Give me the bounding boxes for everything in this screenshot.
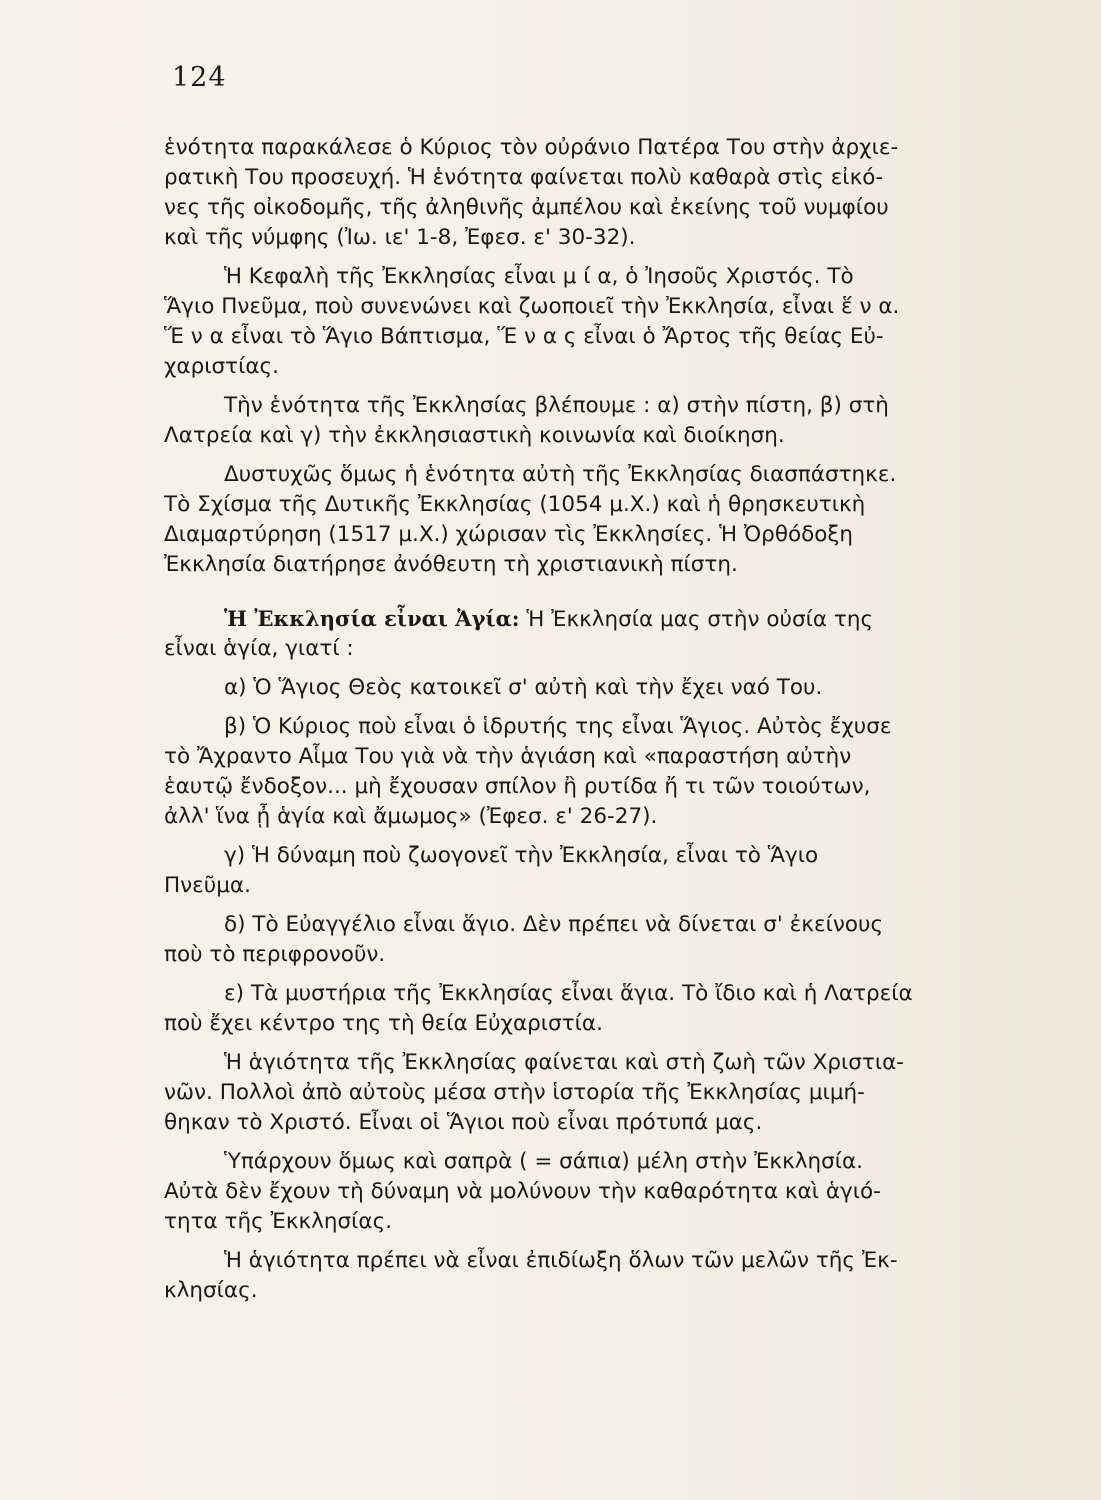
text-line: Ἡ ἁγιότητα πρέπει νὰ εἶναι ἐπιδίωξη ὅλων τῶν μελῶν τῆς Ἐκ- <box>224 1248 898 1273</box>
text-line: ρατικὴ Του προσευχή. Ἡ ἑνότητα φαίνεται πολὺ καθαρὰ στὶς εἰκό- <box>164 165 884 190</box>
paragraph <box>164 460 1044 580</box>
text-fragment: Ἡ Ἐκκλησία μας στὴν οὐσία της <box>526 607 874 632</box>
text-line: ποὺ τὸ περιφρονοῦν. <box>164 942 386 967</box>
paragraph <box>164 1246 1044 1306</box>
text-line: τὸ Ἄχραντο Αἷμα Του γιὰ νὰ τὴν ἁγιάση καὶ «παραστήση αὐτὴν <box>164 744 852 769</box>
text-line: Λατρεία καὶ γ) τὴν ἐκκλησιαστικὴ κοινωνία καὶ διοίκηση. <box>164 423 785 448</box>
text-line: γ) Ἡ δύναμη ποὺ ζωογονεῖ τὴν Ἐκκλησία, εἶναι τὸ Ἅγιο <box>224 843 819 868</box>
text-line: χαριστίας. <box>164 354 279 379</box>
text-line: θηκαν τὸ Χριστό. Εἶναι οἱ Ἅγιοι ποὺ εἶναι πρότυπά μας. <box>164 1110 763 1135</box>
text-line: Δυστυχῶς ὅμως ἡ ἑνότητα αὐτὴ τῆς Ἐκκλησίας διασπάστηκε. <box>224 462 897 487</box>
text-line: β) Ὁ Κύριος ποὺ εἶναι ὁ ἱδρυτής της εἶναι Ἅγιος. Αὐτὸς ἔχυσε <box>224 714 892 739</box>
text-line: καὶ τῆς νύμφης (Ἰω. ιε' 1-8, Ἐφεσ. ε' 30-32). <box>164 225 636 250</box>
page-body <box>164 133 1044 1306</box>
section-heading: Ἡ Ἐκκλησία εἶναι Ἁγία: <box>224 606 520 631</box>
text-line: Ἡ ἁγιότητα τῆς Ἐκκλησίας φαίνεται καὶ στὴ ζωὴ τῶν Χριστια- <box>224 1050 905 1075</box>
text-line: Αὐτὰ δὲν ἔχουν τὴ δύναμη νὰ μολύνουν τὴν καθαρότητα καὶ ἁγιό- <box>164 1179 881 1204</box>
text-line: νες τῆς οἰκοδομῆς, τῆς ἀληθινῆς ἀμπέλου καὶ ἐκείνης τοῦ νυμφίου <box>164 195 889 220</box>
holy-section-lead <box>164 604 1044 634</box>
text-line: ποὺ ἔχει κέντρο της τὴ θεία Εὐχαριστία. <box>164 1011 603 1036</box>
list-item <box>164 979 1044 1039</box>
text-line: τητα τῆς Ἐκκλησίας. <box>164 1209 393 1234</box>
list-item <box>164 673 1044 703</box>
text-line: Τὸ Σχίσμα τῆς Δυτικῆς Ἐκκλησίας (1054 μ.Χ.) καὶ ἡ θρησκευτικὴ <box>164 492 866 517</box>
list-item <box>164 712 1044 832</box>
text-line: Ἐκκλησία διατήρησε ἀνόθευτη τὴ χριστιανικὴ πίστη. <box>164 552 738 577</box>
paragraph <box>164 133 1044 253</box>
list-item <box>164 910 1044 970</box>
text-line: ἑνότητα παρακάλεσε ὁ Κύριος τὸν οὐράνιο Πατέρα Του στὴν ἀρχιε- <box>164 135 899 160</box>
text-line: Πνεῦμα. <box>164 873 251 898</box>
page-number: 124 <box>172 62 227 93</box>
text-line: α) Ὁ Ἅγιος Θεὸς κατοικεῖ σ' αὐτὴ καὶ τὴν ἔχει ναό Του. <box>224 675 823 700</box>
text-line: Ἕ ν α εἶναι τὸ Ἅγιο Βάπτισμα, Ἕ ν α ς εἶναι ὁ Ἄρτος τῆς θείας Εὐ- <box>164 324 884 349</box>
text-line: Ἅγιο Πνεῦμα, ποὺ συνενώνει καὶ ζωοποιεῖ τὴν Ἐκκλησία, εἶναι ἕ ν α. <box>164 294 900 319</box>
paragraph <box>164 1048 1044 1138</box>
text-line: ἀλλ' ἵνα ᾖ ἁγία καὶ ἄμωμος» (Ἐφεσ. ε' 26-27). <box>164 804 658 829</box>
paragraph <box>164 391 1044 451</box>
text-line: Διαμαρτύρηση (1517 μ.Χ.) χώρισαν τὶς Ἐκκλησίες. Ἡ Ὀρθόδοξη <box>164 522 854 547</box>
paragraph <box>164 1147 1044 1237</box>
text-line: ἑαυτῷ ἔνδοξον... μὴ ἔχουσαν σπίλον ἢ ρυτίδα ἤ τι τῶν τοιούτων, <box>164 774 871 799</box>
text-line: Ὑπάρχουν ὅμως καὶ σαπρὰ ( = σάπια) μέλη στὴν Ἐκκλησία. <box>224 1149 864 1174</box>
text-line: Τὴν ἑνότητα τῆς Ἐκκλησίας βλέπουμε : α) στὴν πίστη, β) στὴ <box>224 393 889 418</box>
text-line: Ἡ Κεφαλὴ τῆς Ἐκκλησίας εἶναι μ ί α, ὁ Ἰησοῦς Χριστός. Τὸ <box>224 264 854 289</box>
list-item <box>164 841 1044 901</box>
text-line: δ) Τὸ Εὐαγγέλιο εἶναι ἅγιο. Δὲν πρέπει νὰ δίνεται σ' ἐκείνους <box>224 912 884 937</box>
text-line: νῶν. Πολλοὶ ἀπὸ αὐτοὺς μέσα στὴν ἱστορία τῆς Ἐκκλησίας μιμή- <box>164 1080 865 1105</box>
text-line: κλησίας. <box>164 1278 258 1303</box>
text-line: εἶναι ἁγία, γιατί : <box>164 636 354 661</box>
text-line: ε) Τὰ μυστήρια τῆς Ἐκκλησίας εἶναι ἅγια. Τὸ ἴδιο καὶ ἡ Λατρεία <box>224 981 913 1006</box>
paragraph <box>164 262 1044 382</box>
holy-section <box>164 604 1044 1039</box>
